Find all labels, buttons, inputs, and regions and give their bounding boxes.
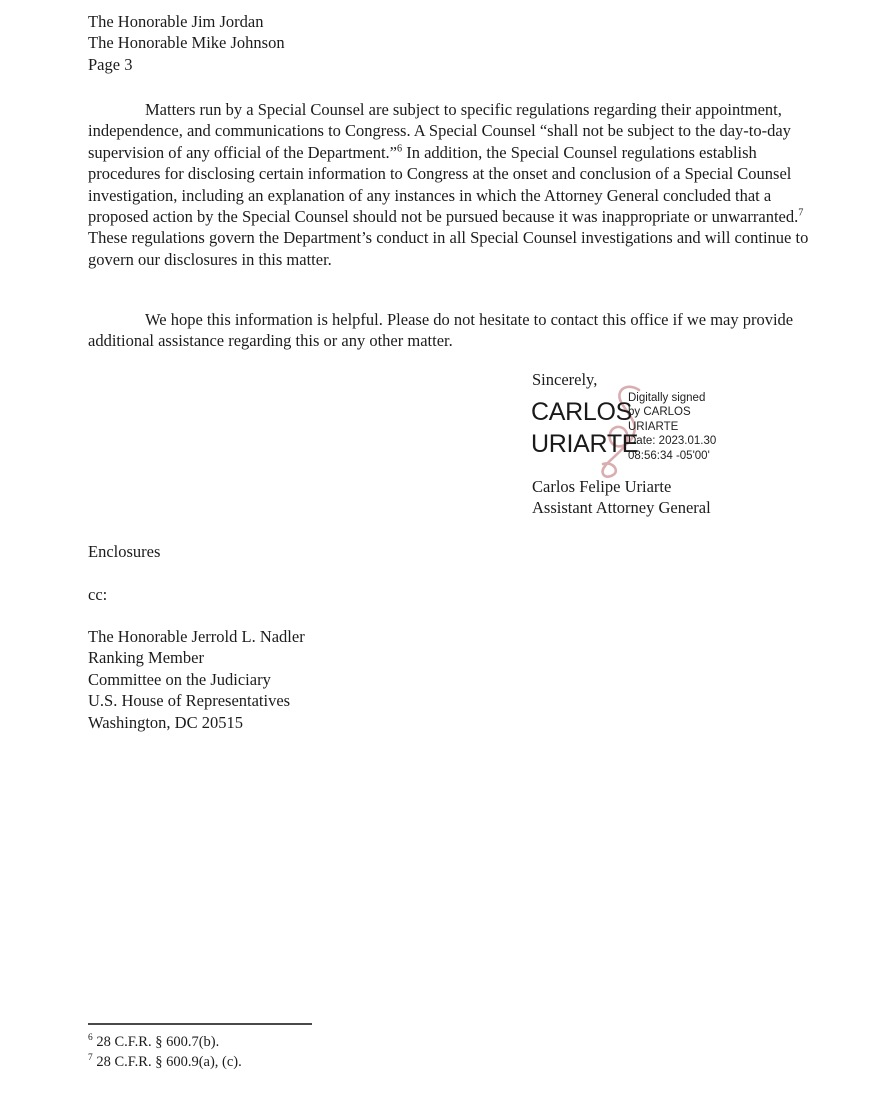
paragraph-closing-offer	[88, 309, 814, 352]
recipient-line: The Honorable Mike Johnson	[88, 33, 285, 53]
cc-label: cc:	[88, 585, 108, 604]
signer-title: Assistant Attorney General	[532, 498, 711, 518]
cc-recipient-line: Ranking Member	[88, 648, 204, 668]
footnote-reference-6: 6	[396, 143, 403, 155]
paragraph-text: In addition, the Special Counsel regulations establish procedures for disclosing certain information to Congress at the onset and conclusion of a Special Counsel investigation, including an explanation of any instances in which the Attorney General concluded that a proposed action by the Special Counsel should not be pursued because it was inappropriate or unwarranted.	[88, 142, 799, 227]
enclosures-label: Enclosures	[88, 542, 161, 561]
footnotes	[88, 1032, 242, 1072]
page-number: Page 3	[88, 54, 133, 74]
cc-recipient-block	[88, 626, 305, 733]
footnote-6	[88, 1032, 242, 1052]
digital-signature-detail-line: 08:56:34 -05'00'	[628, 449, 710, 462]
signer-identity	[532, 476, 711, 519]
digital-signature-details	[628, 391, 716, 463]
footnote-text: 28 C.F.R. § 600.9(a), (c).	[96, 1054, 242, 1070]
cc-recipient-line: U.S. House of Representatives	[88, 691, 291, 711]
cc-recipient-line: The Honorable Jerrold L. Nadler	[88, 627, 305, 646]
cc-recipient-line: Washington, DC 20515	[88, 712, 243, 732]
cc-recipient-line: Committee on the Judiciary	[88, 669, 271, 689]
footnote-7	[88, 1052, 242, 1072]
footnote-marker: 7	[88, 1053, 93, 1064]
digital-signature-detail-line: Date: 2023.01.30	[628, 435, 717, 448]
footnote-text: 28 C.F.R. § 600.7(b).	[96, 1034, 220, 1050]
paragraph-text: We hope this information is helpful. Please do not hesitate to contact this office if we may provide additional assistance regarding this or any other matter.	[88, 310, 794, 351]
recipient-line: The Honorable Jim Jordan	[88, 12, 264, 31]
recipient-header	[88, 11, 285, 75]
footnote-separator	[88, 1023, 312, 1025]
digital-signature-detail-line: by CARLOS	[628, 406, 691, 419]
footnote-reference-7: 7	[798, 207, 804, 219]
paragraph-special-counsel-regulations	[88, 99, 814, 270]
footnote-marker: 6	[88, 1033, 93, 1044]
digital-signature-name-line: CARLOS	[531, 398, 633, 426]
digital-signature-name-line: URIARTE	[531, 430, 639, 458]
digital-signature-detail-line: Digitally signed	[628, 392, 706, 404]
digital-signature-name	[531, 396, 638, 460]
signature-closing: Sincerely,	[532, 370, 598, 389]
digital-signature-detail-line: URIARTE	[628, 420, 679, 433]
paragraph-text: Matters run by a Special Counsel are subject to specific regulations regarding their appointment, independence, and communications to Congress. A Special Counsel “shall not be subject to the day-to-day supervision of any official of the Department.”	[88, 100, 791, 162]
signer-name: Carlos Felipe Uriarte	[532, 477, 672, 496]
paragraph-text: These regulations govern the Department’s conduct in all Special Counsel investigations and will continue to govern our disclosures in this matter.	[88, 228, 809, 269]
